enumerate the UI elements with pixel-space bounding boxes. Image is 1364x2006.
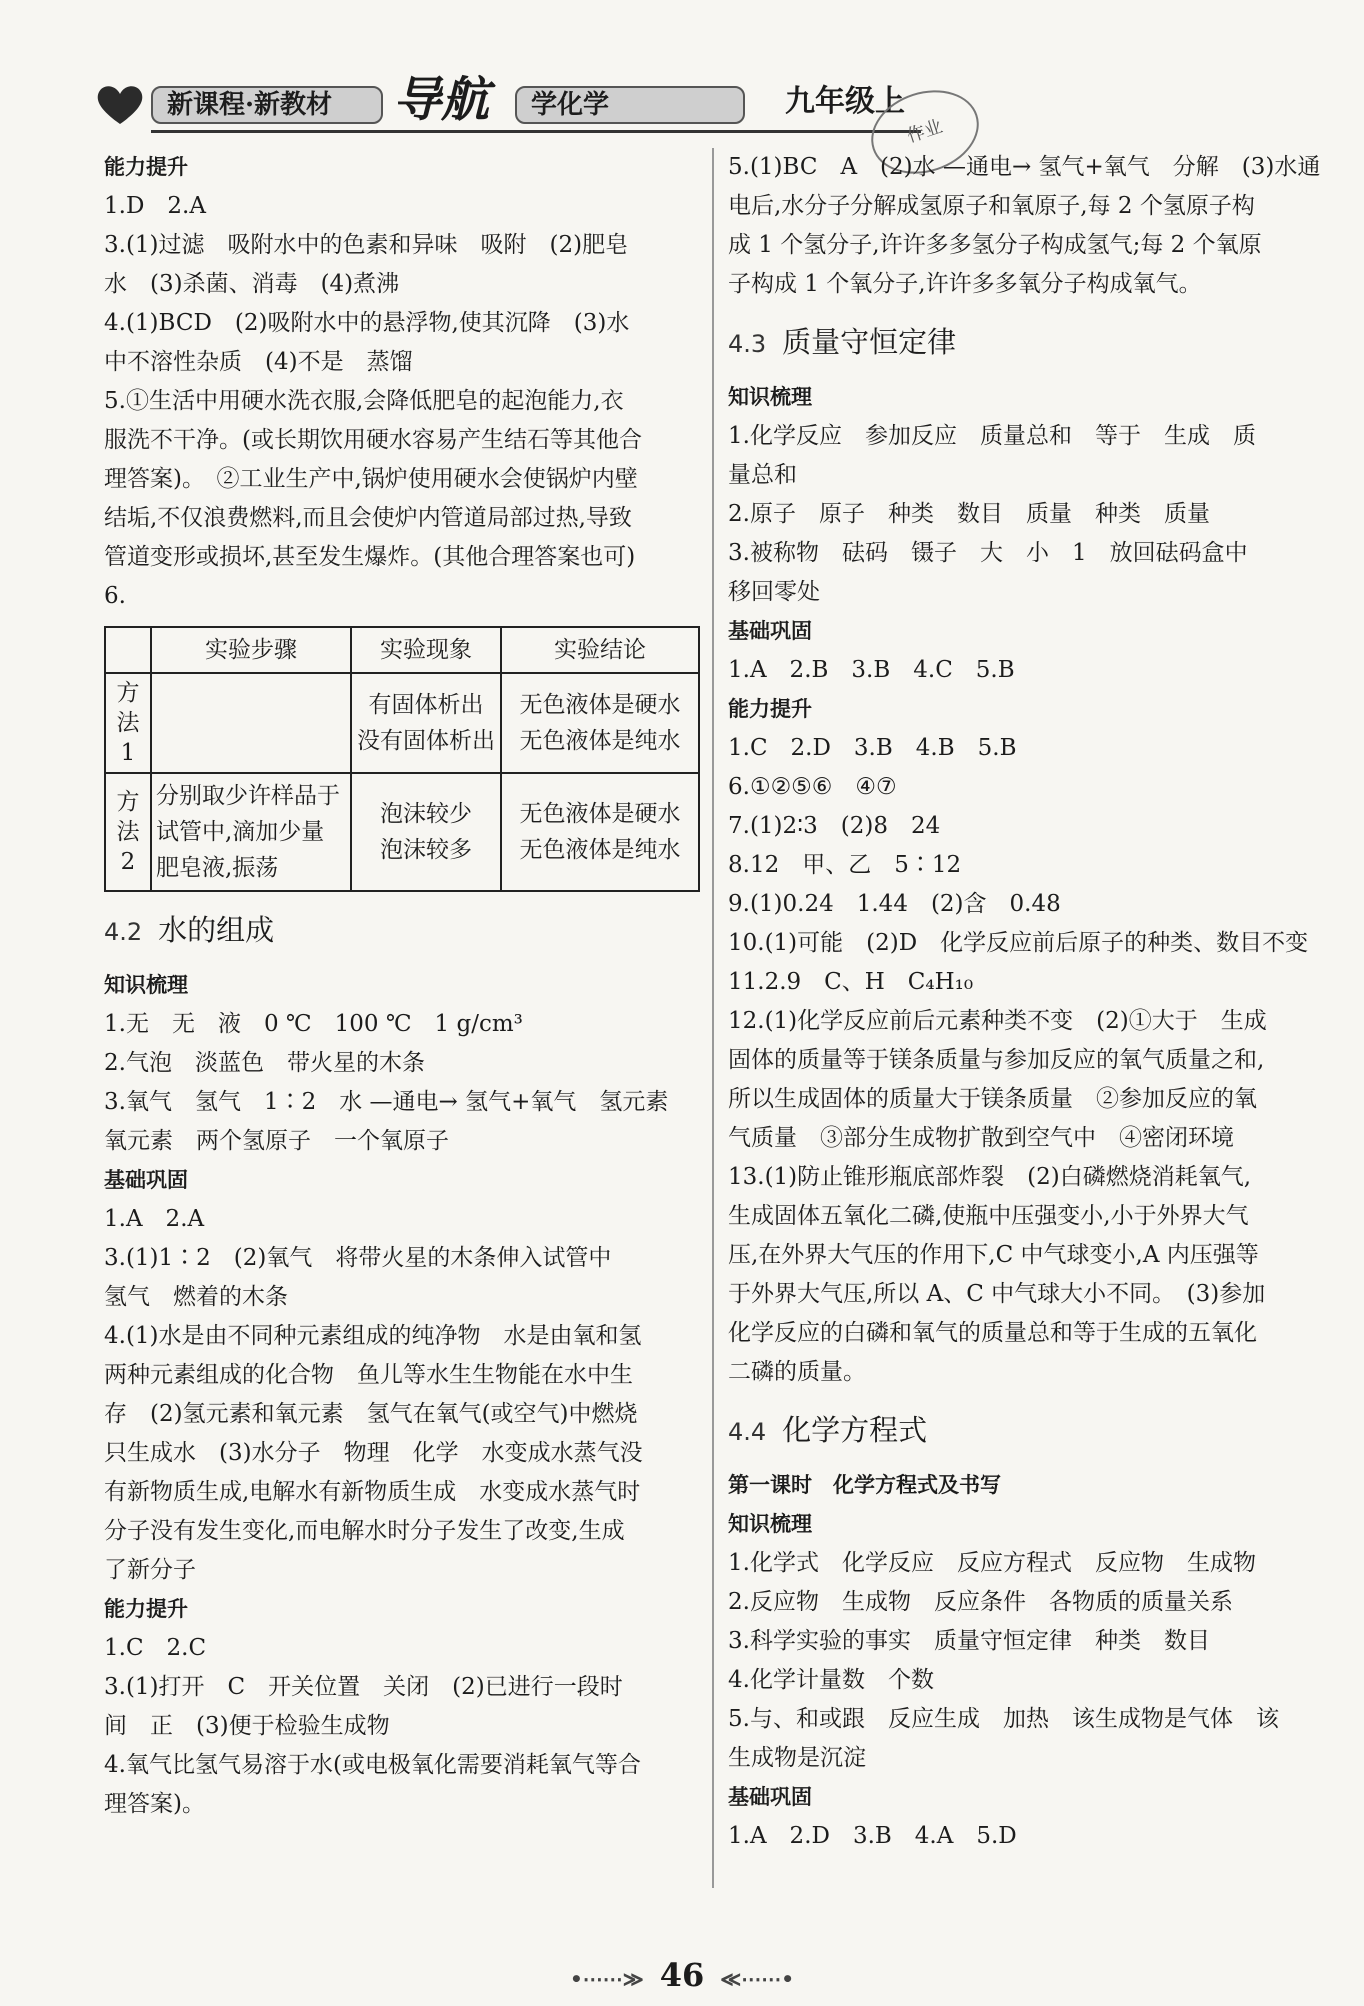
answer-line: 2.原子 原子 种类 数目 质量 种类 质量 xyxy=(728,501,1210,527)
answer-line: 理答案)。 xyxy=(104,1791,205,1817)
section-number: 4.4 xyxy=(728,1418,767,1446)
answer-line: 1.化学式 化学反应 反应方程式 反应物 生成物 xyxy=(728,1550,1256,1576)
answer-line: 水 (3)杀菌、消毒 (4)煮沸 xyxy=(104,271,400,297)
answer-line: 理答案)。 ②工业生产中,锅炉使用硬水会使锅炉内壁 xyxy=(104,466,638,492)
answer-line: 5.①生活中用硬水洗衣服,会降低肥皂的起泡能力,衣 xyxy=(104,388,624,414)
lesson-heading: 第一课时 化学方程式及书写 xyxy=(728,1473,1001,1497)
table-header-row xyxy=(105,627,699,673)
section-number: 4.2 xyxy=(104,918,143,946)
conclusion-text: 无色液体是纯水 xyxy=(519,837,681,863)
answer-line: 1.C 2.D 3.B 4.B 5.B xyxy=(728,735,1017,761)
section-name: 质量守恒定律 xyxy=(782,325,957,359)
steps-cell xyxy=(151,673,351,773)
phenomenon-cell xyxy=(351,773,501,891)
answer-line: 固体的质量等于镁条质量与参加反应的氧气质量之和, xyxy=(728,1047,1265,1073)
heading-basic: 基础巩固 xyxy=(728,619,812,643)
phenomenon-text: 没有固体析出 xyxy=(357,728,495,754)
heading-basic: 基础巩固 xyxy=(104,1168,188,1192)
phenomenon-text: 泡沫较少 xyxy=(380,801,472,827)
table-header-cell xyxy=(105,627,151,673)
answer-line: 二磷的质量。 xyxy=(728,1359,866,1385)
answer-line: 6.①②⑤⑥ ④⑦ xyxy=(728,774,897,800)
section-name: 水的组成 xyxy=(158,913,275,947)
answer-line: 氧元素 两个氢原子 一个氧原子 xyxy=(104,1128,449,1154)
answer-line: 结垢,不仅浪费燃料,而且会使炉内管道局部过热,导致 xyxy=(104,505,632,531)
answer-line: 1.化学反应 参加反应 质量总和 等于 生成 质 xyxy=(728,423,1256,449)
answer-line: 只生成水 (3)水分子 物理 化学 水变成水蒸气没 xyxy=(104,1440,643,1466)
method-label: 方法1 xyxy=(105,673,151,773)
answer-line: 4.(1)水是由不同种元素组成的纯净物 水是由氧和氢 xyxy=(104,1323,642,1349)
column-divider xyxy=(712,148,714,1888)
answer-line: 生成物是沉淀 xyxy=(728,1745,866,1771)
conclusion-text: 无色液体是纯水 xyxy=(519,728,681,754)
page-header xyxy=(95,70,905,134)
answer-line: 1.D 2.A xyxy=(104,193,206,219)
heading-knowledge: 知识梳理 xyxy=(728,385,812,409)
section-number: 4.3 xyxy=(728,330,767,358)
conclusion-text: 无色液体是硬水 xyxy=(519,692,681,718)
answer-line: 子构成 1 个氧分子,许许多多氧分子构成氧气。 xyxy=(728,271,1202,297)
answer-line: 5.(1)BC A (2)水 —通电→ 氢气+氧气 分解 (3)水通 xyxy=(728,154,1321,180)
answer-line: 2.反应物 生成物 反应条件 各物质的质量关系 xyxy=(728,1589,1233,1615)
table-header-cell: 实验步骤 xyxy=(151,627,351,673)
answer-line: 8.12 甲、乙 5∶12 xyxy=(728,852,962,878)
answer-line: 4.化学计量数 个数 xyxy=(728,1667,934,1693)
section-name: 化学方程式 xyxy=(782,1413,928,1447)
answer-line: 了新分子 xyxy=(104,1557,196,1583)
answer-line: 电后,水分子分解成氢原子和氧原子,每 2 个氢原子构 xyxy=(728,193,1255,219)
answer-line: 2.气泡 淡蓝色 带火星的木条 xyxy=(104,1050,425,1076)
answer-line: 服洗不干净。(或长期饮用硬水容易产生结石等其他合 xyxy=(104,427,642,453)
heading-knowledge: 知识梳理 xyxy=(104,973,188,997)
answer-line: 1.A 2.B 3.B 4.C 5.B xyxy=(728,657,1015,683)
answer-line: 3.(1)打开 C 开关位置 关闭 (2)已进行一段时 xyxy=(104,1674,623,1700)
experiment-table xyxy=(104,626,700,892)
left-column xyxy=(104,148,704,1824)
answer-line: 氢气 燃着的木条 xyxy=(104,1284,288,1310)
page-footer xyxy=(0,1956,1364,1994)
heading-ability: 能力提升 xyxy=(104,155,188,179)
heading-knowledge: 知识梳理 xyxy=(728,1512,812,1536)
answer-line: 7.(1)2∶3 (2)8 24 xyxy=(728,813,941,839)
heading-basic: 基础巩固 xyxy=(728,1785,812,1809)
answer-line: 3.氧气 氢气 1∶2 水 —通电→ 氢气+氧气 氢元素 xyxy=(104,1089,669,1115)
answer-line: 4.(1)BCD (2)吸附水中的悬浮物,使其沉降 (3)水 xyxy=(104,310,630,336)
section-title-4-3 xyxy=(728,320,1328,366)
method-label: 方法2 xyxy=(105,773,151,891)
heart-icon xyxy=(95,82,145,126)
conclusion-text: 无色液体是硬水 xyxy=(519,801,681,827)
footer-ornament-left: •⋯⋯≫ xyxy=(570,1967,644,1991)
answer-line: 9.(1)0.24 1.44 (2)含 0.48 xyxy=(728,891,1061,917)
section-title-4-4 xyxy=(728,1408,1328,1454)
answer-list xyxy=(104,187,704,616)
right-column xyxy=(728,148,1328,1856)
header-rule xyxy=(151,130,921,133)
answer-line: 中不溶性杂质 (4)不是 蒸馏 xyxy=(104,349,413,375)
section-title-4-2 xyxy=(104,908,704,954)
answer-line: 成 1 个氢分子,许许多多氢分子构成氢气;每 2 个氧原 xyxy=(728,232,1262,258)
answer-line: 3.科学实验的事实 质量守恒定律 种类 数目 xyxy=(728,1628,1210,1654)
phenomenon-text: 有固体析出 xyxy=(368,692,484,718)
answer-line: 有新物质生成,电解水有新物质生成 水变成水蒸气时 xyxy=(104,1479,641,1505)
table-row xyxy=(105,773,699,891)
answer-line: 两种元素组成的化合物 鱼儿等水生生物能在水中生 xyxy=(104,1362,633,1388)
subject-title: 学化学 xyxy=(515,86,745,124)
heading-ability: 能力提升 xyxy=(728,697,812,721)
answer-line: 于外界大气压,所以 A、C 中气球大小不同。 (3)参加 xyxy=(728,1281,1266,1307)
phenomenon-cell xyxy=(351,673,501,773)
steps-cell: 分别取少许样品于试管中,滴加少量肥皂液,振荡 xyxy=(151,773,351,891)
phenomenon-text: 泡沫较多 xyxy=(380,837,472,863)
grade-label: 九年级上 xyxy=(785,84,905,119)
heading-ability: 能力提升 xyxy=(104,1597,188,1621)
homework-stamp: 作业 xyxy=(860,77,989,187)
answer-line: 10.(1)可能 (2)D 化学反应前后原子的种类、数目不变 xyxy=(728,930,1309,956)
answer-line: 压,在外界大气压的作用下,C 中气球变小,A 内压强等 xyxy=(728,1242,1259,1268)
answer-line: 11.2.9 C、H C₄H₁₀ xyxy=(728,969,974,995)
answer-line: 生成固体五氧化二磷,使瓶中压强变小,小于外界大气 xyxy=(728,1203,1249,1229)
answer-line: 13.(1)防止锥形瓶底部炸裂 (2)白磷燃烧消耗氧气, xyxy=(728,1164,1252,1190)
answer-line: 管道变形或损坏,甚至发生爆炸。(其他合理答案也可) xyxy=(104,544,636,570)
answer-line: 量总和 xyxy=(728,462,797,488)
series-title: 新课程·新教材 xyxy=(151,86,383,124)
answer-line: 1.A 2.A xyxy=(104,1206,205,1232)
answer-line: 3.(1)1∶2 (2)氧气 将带火星的木条伸入试管中 xyxy=(104,1245,612,1271)
answer-line: 化学反应的白磷和氧气的质量总和等于生成的五氧化 xyxy=(728,1320,1257,1346)
answer-line: 12.(1)化学反应前后元素种类不变 (2)①大于 生成 xyxy=(728,1008,1267,1034)
answer-line: 4.氧气比氢气易溶于水(或电极氧化需要消耗氧气等合 xyxy=(104,1752,641,1778)
table-header-cell: 实验现象 xyxy=(351,627,501,673)
conclusion-cell xyxy=(501,773,699,891)
footer-ornament-right: ≪⋯⋯• xyxy=(720,1967,794,1991)
answer-line: 6. xyxy=(104,583,126,609)
answer-line: 3.(1)过滤 吸附水中的色素和异味 吸附 (2)肥皂 xyxy=(104,232,629,258)
answer-line: 3.被称物 砝码 镊子 大 小 1 放回砝码盒中 xyxy=(728,540,1248,566)
answer-line: 1.A 2.D 3.B 4.A 5.D xyxy=(728,1823,1017,1849)
answer-line: 分子没有发生变化,而电解水时分子发生了改变,生成 xyxy=(104,1518,625,1544)
answer-line: 间 正 (3)便于检验生成物 xyxy=(104,1713,390,1739)
conclusion-cell xyxy=(501,673,699,773)
answer-line: 气质量 ③部分生成物扩散到空气中 ④密闭环境 xyxy=(728,1125,1234,1151)
answer-line: 1.C 2.C xyxy=(104,1635,207,1661)
answer-line: 移回零处 xyxy=(728,579,820,605)
answer-line: 存 (2)氢元素和氧元素 氢气在氧气(或空气)中燃烧 xyxy=(104,1401,638,1427)
series-logo: 导航 xyxy=(393,72,490,128)
page-number: 46 xyxy=(659,1956,705,1994)
answer-line: 5.与、和或跟 反应生成 加热 该生成物是气体 该 xyxy=(728,1706,1279,1732)
table-header-cell: 实验结论 xyxy=(501,627,699,673)
table-row xyxy=(105,673,699,773)
answer-line: 1.无 无 液 0 ℃ 100 ℃ 1 g/cm³ xyxy=(104,1011,523,1037)
answer-line: 所以生成固体的质量大于镁条质量 ②参加反应的氧 xyxy=(728,1086,1257,1112)
